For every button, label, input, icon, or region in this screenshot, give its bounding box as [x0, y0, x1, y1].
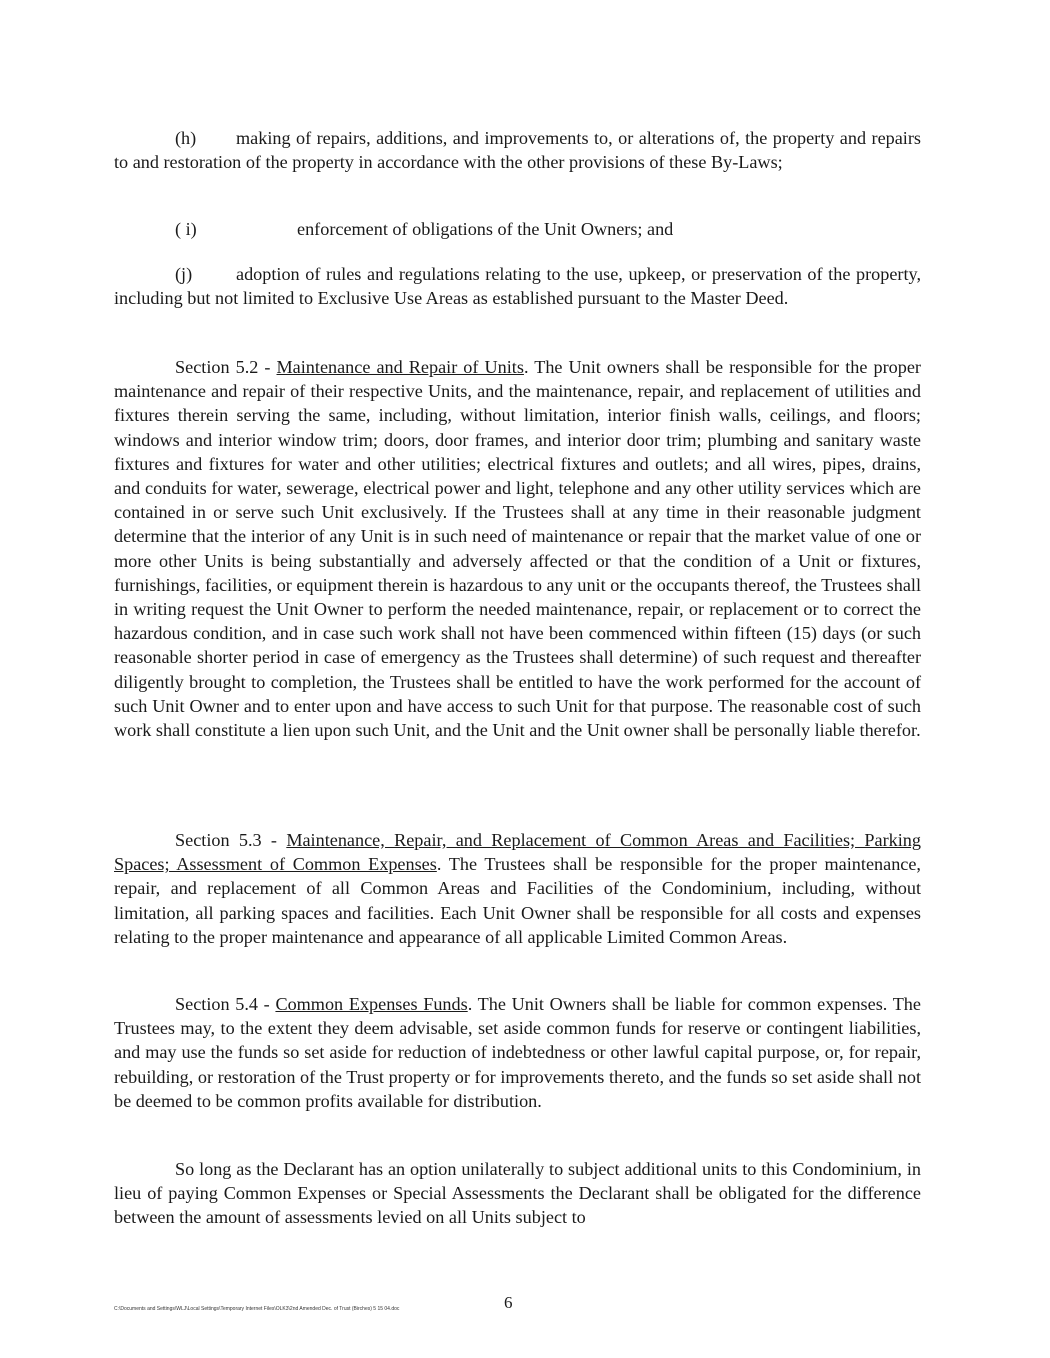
item-j-text: adoption of rules and regulations relating to the use, upkeep, or preservation of the property, including but not limited to Exclusive Use Areas as established pursuant to the Master Deed. — [114, 264, 921, 309]
section-5-2-body: . The Unit owners shall be responsible for the proper maintenance and repair of their respective Units, and the maintenance, repair, and replacement of utilities and fixtures therein serving the same, including, without limitation, interior finish walls, ceilings, and floors; windows and interior window trim; doors, door frames, and interior door trim; plumbing and sanitary waste fixtures and fixtures for water and other utilities; electrical fixtures and outlets; and all wires, pipes, drains, and conduits for water, sewerage, electrical power and light, telephone and any other utility services which are contained in or serve such Unit exclusively. If the Trustees shall at any time in their reasonable judgment determine that the interior of any Unit is in such need of maintenance or repair that the market value of one or more other Units is being substantially and adversely affected or that the condition of a Unit or fixtures, furnishings, facilities, or equipment therein is hazardous to any unit or the occupants thereof, the Trustees shall in writing request the Unit Owner to perform the needed maintenance, repair, or replacement or to correct the hazardous condition, and in case such work shall not have been commenced within fifteen (15) days (or such reasonable shorter period in case of emergency as the Trustees shall determine) of such request and thereafter diligently brought to completion, the Trustees shall be entitled to have the work performed for the account of such Unit Owner and to enter upon and have access to such Unit for that purpose. The reasonable cost of such work shall constitute a lien upon such Unit, and the Unit and the Unit owner shall be personally liable therefor. — [114, 357, 921, 741]
item-j — [114, 262, 921, 310]
item-h — [114, 126, 921, 174]
section-5-3-number: Section 5.3 - — [175, 830, 287, 850]
item-h-text: making of repairs, additions, and improvements to, or alterations of, the property and repairs to and restoration of the property in accordance with the other provisions of these By-Laws; — [114, 128, 921, 173]
section-5-3-title: Maintenance, Repair, and Replacement of Common Areas and Facilities; Parking Spaces; Assessment of Common Expenses — [114, 830, 921, 875]
item-i-text: enforcement of obligations of the Unit Owners; and — [297, 219, 674, 239]
footer-file-path: C:\Documents and Settings\WLJ\Local Settings\Temporary Internet Files\OLK3\2nd Amended Dec. of Trust (Birches) 5 15 04.doc — [114, 1306, 400, 1312]
section-5-3-body: . The Trustees shall be responsible for the proper maintenance, repair, and replacement of all Common Areas and Facilities of the Condominium, including, without limitation, all parking spaces and facilities. Each Unit Owner shall be responsible for all costs and expenses relating to the proper maintenance and appearance of all applicable Limited Common Areas. — [114, 854, 921, 947]
section-5-2-title: Maintenance and Repair of Units — [276, 357, 524, 377]
section-5-2-number: Section 5.2 - — [175, 357, 277, 377]
section-5-4-body: . The Unit Owners shall be liable for common expenses. The Trustees may, to the extent they deem advisable, set aside common funds for reserve or contingent liabilities, and may use the funds so set aside for reduction of indebtedness or other lawful capital purpose, or, for repair, rebuilding, or restoration of the Trust property or for improvements thereto, and the funds so set aside shall not be deemed to be common profits available for distribution. — [114, 994, 921, 1111]
section-5-4 — [114, 992, 921, 1113]
section-5-4-number: Section 5.4 - — [175, 994, 276, 1014]
section-5-4-title: Common Expenses Funds — [275, 994, 468, 1014]
section-5-2 — [114, 355, 921, 742]
declarant-paragraph: So long as the Declarant has an option unilaterally to subject additional units to this Condominium, in lieu of paying Common Expenses or Special Assessments the Declarant shall be obligated for the difference between the amount of assessments levied on all Units subject to — [114, 1159, 921, 1228]
page-number: 6 — [504, 1293, 513, 1312]
section-5-3 — [114, 828, 921, 949]
item-i — [175, 217, 673, 241]
item-j-label: (j) — [175, 264, 193, 284]
item-i-label: ( i) — [175, 219, 197, 239]
item-h-label: (h) — [175, 128, 197, 148]
